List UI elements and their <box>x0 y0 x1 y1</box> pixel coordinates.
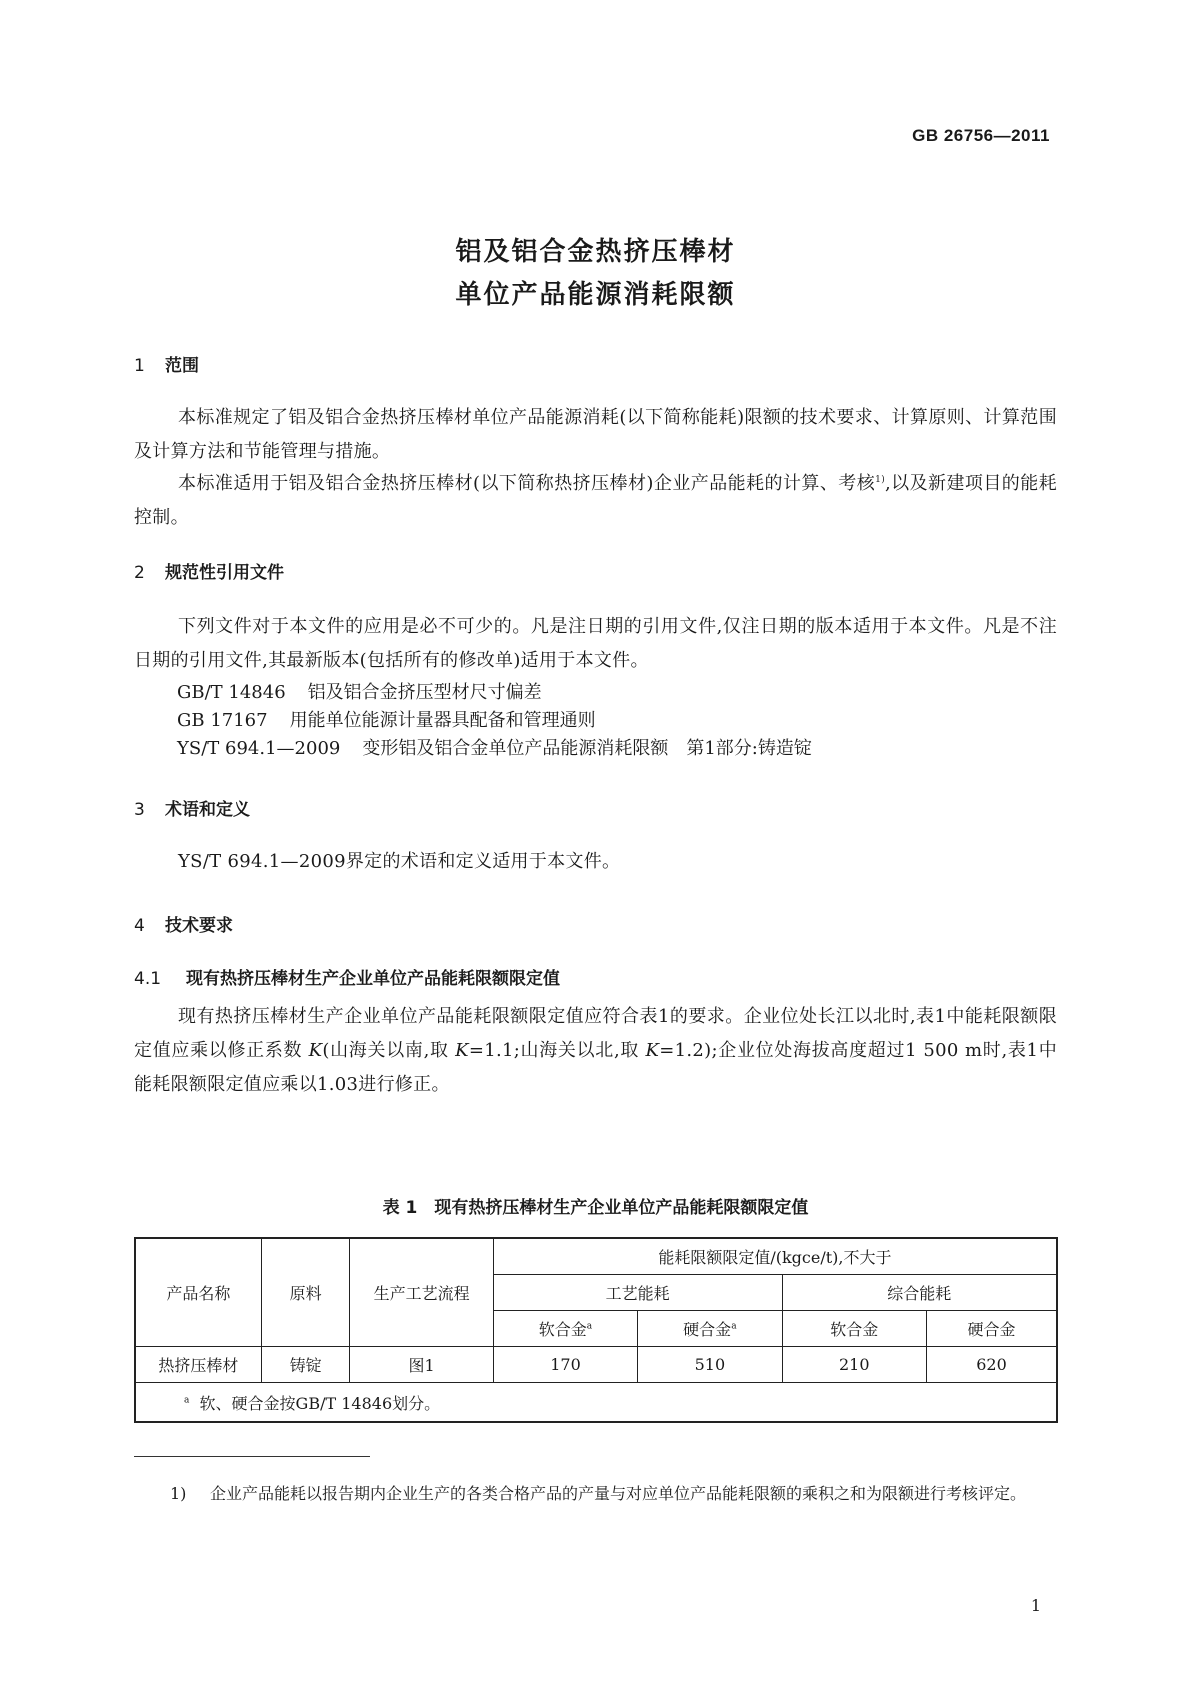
reference-code: GB 17167 <box>177 710 268 731</box>
table-caption: 表 1 现有热挤压棒材生产企业单位产品能耗限额限定值 <box>382 1198 809 1218</box>
table-note: $^a$ 软、硬合金按GB/T 14846划分。 <box>135 1383 1057 1423</box>
cell-material: 铸锭 <box>261 1347 350 1383</box>
standard-number: GB 26756—2011 <box>912 126 1050 145</box>
reference-title: 用能单位能源计量器具配备和管理通则 <box>289 710 596 731</box>
footnote-marker: 1) <box>875 475 886 485</box>
requirements-text-a: 现有热挤压棒材生产企业单位产品能耗限额限定值应符合表1的要求。企业位处长江以北时,表1中能耗限额限定值应乘以修正系数 <box>134 1006 1057 1061</box>
cell-product: 热挤压棒材 <box>135 1347 261 1383</box>
table-row <box>135 1347 1057 1383</box>
header-process-energy: 工艺能耗 <box>493 1275 782 1311</box>
section-title: 术语和定义 <box>165 800 250 820</box>
energy-limit-table <box>134 1237 1058 1423</box>
coefficient-symbol: K <box>455 1040 469 1061</box>
header-energy-limit: 能耗限额限定值/(kgce/t),不大于 <box>493 1238 1057 1275</box>
subsection-number: 4.1 <box>134 969 162 989</box>
section-title: 范围 <box>165 356 199 376</box>
scope-paragraph-2-text-b: ,以及新建项目的能耗控制。 <box>134 473 1057 528</box>
header-hard-alloy: 硬合金 <box>926 1311 1057 1347</box>
reference-item <box>177 734 812 760</box>
header-process: 生产工艺流程 <box>350 1238 493 1347</box>
section-title: 技术要求 <box>165 916 233 936</box>
page-number: 1 <box>1030 1596 1041 1615</box>
references-paragraph: 下列文件对于本文件的应用是必不可少的。凡是注日期的引用文件,仅注日期的版本适用于本文件。凡是不注日期的引用文件,其最新版本(包括所有的修改单)适用于本文件。 <box>134 616 1057 671</box>
document-title-line1: 铝及铝合金热挤压棒材 <box>455 237 736 267</box>
subsection-title: 现有热挤压棒材生产企业单位产品能耗限额限定值 <box>186 969 560 989</box>
requirements-text-d: =1.2);企业位处海拔高度超过1 500 m时,表1中能耗限额限定值应乘以1.03进行修正。 <box>134 1040 1058 1095</box>
document-title-line2: 单位产品能源消耗限额 <box>455 280 736 310</box>
section-number: 3 <box>134 800 145 820</box>
section-number: 1 <box>134 356 145 376</box>
header-material: 原料 <box>261 1238 350 1347</box>
section-heading-scope <box>134 351 199 376</box>
requirements-text-c: =1.1;山海关以北,取 <box>468 1040 640 1061</box>
header-hard-alloy: 硬合金$^a$ <box>638 1311 782 1347</box>
header-total-energy: 综合能耗 <box>782 1275 1057 1311</box>
reference-title: 变形铝及铝合金单位产品能源消耗限额 第1部分:铸造锭 <box>362 738 812 759</box>
scope-paragraph-2 <box>134 463 1057 535</box>
reference-title: 铝及铝合金挤压型材尺寸偏差 <box>307 682 542 703</box>
requirements-paragraph <box>134 1000 1057 1102</box>
terms-paragraph: YS/T 694.1—2009界定的术语和定义适用于本文件。 <box>178 851 621 872</box>
reference-code: GB/T 14846 <box>177 682 286 703</box>
reference-item <box>177 706 596 732</box>
header-soft-alloy: 软合金$^a$ <box>493 1311 637 1347</box>
section-heading-technical-requirements <box>134 911 233 936</box>
section-number: 2 <box>134 563 145 583</box>
coefficient-symbol: K <box>308 1040 323 1061</box>
table-note-row <box>135 1383 1057 1423</box>
requirements-text-b: (山海关以南,取 <box>322 1040 449 1061</box>
footnote-text: 企业产品能耗以报告期内企业生产的各类合格产品的产量与对应单位产品能耗限额的乘积之和为限额进行考核评定。 <box>210 1484 1027 1503</box>
reference-code: YS/T 694.1—2009 <box>177 738 341 759</box>
subsection-heading-4-1 <box>134 964 560 989</box>
cell-total-soft: 210 <box>782 1347 926 1383</box>
section-heading-normative-references <box>134 558 284 583</box>
footnote <box>170 1479 1058 1509</box>
scope-paragraph-2-text-a: 本标准适用于铝及铝合金热挤压棒材(以下简称热挤压棒材)企业产品能耗的计算、考核 <box>178 473 876 494</box>
coefficient-symbol: K <box>645 1040 660 1061</box>
header-soft-alloy: 软合金 <box>782 1311 926 1347</box>
section-title: 规范性引用文件 <box>165 563 284 583</box>
scope-paragraph-1: 本标准规定了铝及铝合金热挤压棒材单位产品能源消耗(以下简称能耗)限额的技术要求、计算原则、计算范围及计算方法和节能管理与措施。 <box>134 407 1057 462</box>
section-number: 4 <box>134 916 145 936</box>
header-product-name: 产品名称 <box>135 1238 261 1347</box>
reference-item <box>177 678 542 704</box>
table-header-row <box>135 1238 1057 1275</box>
cell-total-hard: 620 <box>926 1347 1057 1383</box>
cell-process: 图1 <box>350 1347 493 1383</box>
cell-process-hard: 510 <box>638 1347 782 1383</box>
cell-process-soft: 170 <box>493 1347 637 1383</box>
footnote-label: 1) <box>170 1484 187 1503</box>
footnote-separator <box>134 1456 370 1457</box>
section-heading-terms <box>134 795 250 820</box>
